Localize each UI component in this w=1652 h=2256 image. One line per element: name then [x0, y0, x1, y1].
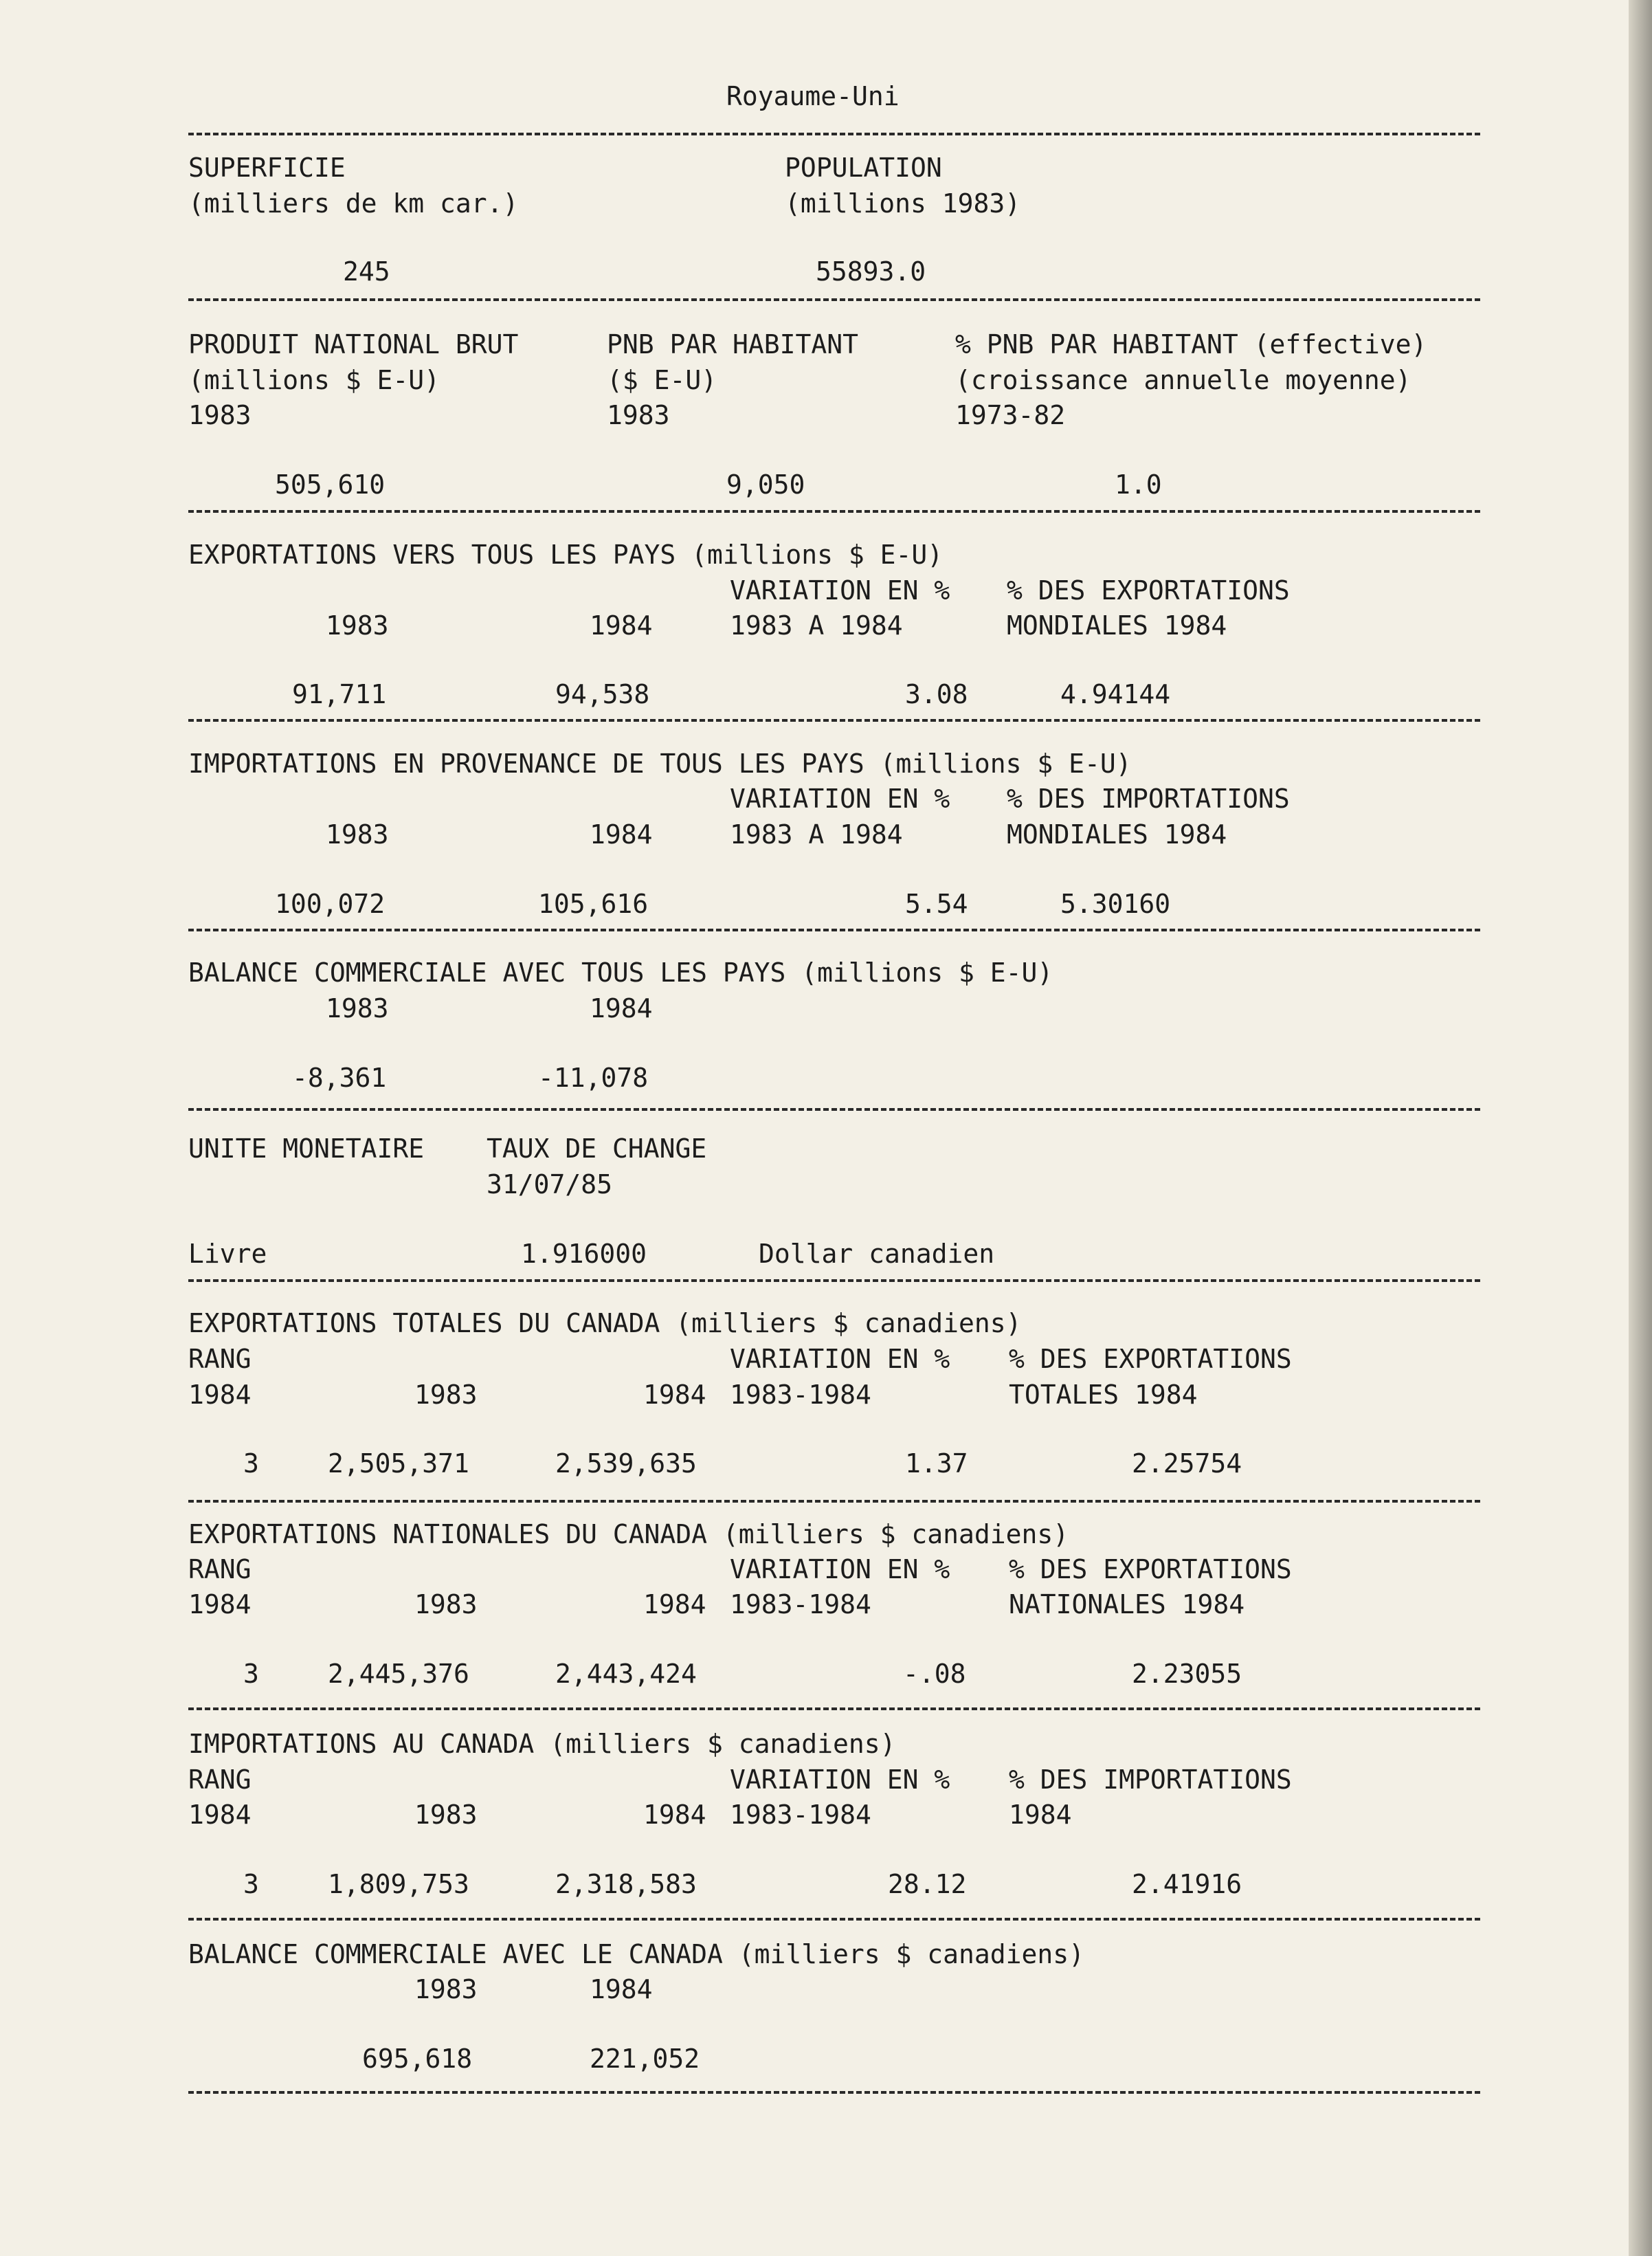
col-header: 1983 — [326, 819, 389, 850]
pnb-croissance-years: 1973-82 — [955, 400, 1066, 430]
value-cell: 2.23055 — [1132, 1659, 1242, 1689]
divider — [188, 298, 1480, 301]
superficie-unit: (milliers de km car.) — [188, 188, 519, 219]
page-title: Royaume-Uni — [726, 81, 900, 111]
pnb-habitant-unit: ($ E-U) — [607, 365, 717, 395]
col-header: 1984 — [590, 610, 653, 641]
value-cell: 3 — [243, 1448, 259, 1479]
divider — [188, 1279, 1480, 1282]
col-header: 1984 — [643, 1589, 706, 1619]
value-cell: 2.41916 — [1132, 1869, 1242, 1899]
value-cell: 2,443,424 — [555, 1659, 697, 1689]
col-header: % DES IMPORTATIONS — [1007, 784, 1290, 814]
exchange-rate: 1.916000 — [521, 1239, 647, 1269]
value-cell: 28.12 — [888, 1869, 967, 1899]
pnb-croissance-value: 1.0 — [1115, 469, 1162, 500]
value-cell: 1,809,753 — [328, 1869, 469, 1899]
section-heading: EXPORTATIONS NATIONALES DU CANADA (milliers $ canadiens) — [188, 1519, 1069, 1549]
col-header: 1984 — [188, 1589, 252, 1619]
value-cell: 1.37 — [905, 1448, 968, 1479]
pnb-habitant-year: 1983 — [607, 400, 670, 430]
value-cell: 221,052 — [590, 2044, 700, 2074]
col-header: 1983 — [414, 1380, 478, 1410]
pnb-value: 505,610 — [275, 469, 386, 500]
pnb-habitant-label: PNB PAR HABITANT — [607, 329, 859, 360]
rate-currency: Dollar canadien — [759, 1239, 995, 1269]
population-unit: (millions 1983) — [785, 188, 1021, 219]
col-header: VARIATION EN % — [730, 1554, 950, 1584]
superficie-label: SUPERFICIE — [188, 153, 346, 183]
divider — [188, 133, 1480, 135]
value-cell: 3.08 — [905, 679, 968, 709]
value-cell: 100,072 — [275, 889, 386, 919]
value-cell: 94,538 — [555, 679, 650, 709]
col-header: 1984 — [643, 1800, 706, 1830]
col-header: 1984 — [188, 1380, 252, 1410]
value-cell: 2,539,635 — [555, 1448, 697, 1479]
rate-label: TAUX DE CHANGE — [487, 1133, 707, 1164]
value-cell: 91,711 — [292, 679, 387, 709]
col-header: RANG — [188, 1765, 252, 1795]
pnb-year: 1983 — [188, 400, 252, 430]
value-cell: 2,318,583 — [555, 1869, 697, 1899]
col-header: 1983 — [326, 610, 389, 641]
col-header: MONDIALES 1984 — [1007, 819, 1227, 850]
col-header: MONDIALES 1984 — [1007, 610, 1227, 641]
rate-date: 31/07/85 — [487, 1169, 613, 1199]
value-cell: -8,361 — [292, 1063, 387, 1093]
col-header: RANG — [188, 1344, 252, 1374]
unit-label: UNITE MONETAIRE — [188, 1133, 425, 1164]
population-label: POPULATION — [785, 153, 942, 183]
section-heading: IMPORTATIONS AU CANADA (milliers $ canadiens) — [188, 1729, 896, 1759]
pnb-croissance-label: % PNB PAR HABITANT (effective) — [955, 329, 1427, 360]
col-header: % DES IMPORTATIONS — [1009, 1765, 1292, 1795]
col-header: RANG — [188, 1554, 252, 1584]
divider — [188, 1108, 1480, 1111]
col-header: 1983-1984 — [730, 1800, 871, 1830]
value-cell: 2,445,376 — [328, 1659, 469, 1689]
col-header: 1983 — [414, 1800, 478, 1830]
pnb-label: PRODUIT NATIONAL BRUT — [188, 329, 519, 360]
col-header: 1983 — [414, 1974, 478, 2004]
pnb-unit: (millions $ E-U) — [188, 365, 440, 395]
col-header: 1983 — [414, 1589, 478, 1619]
divider — [188, 510, 1480, 513]
page-edge-shadow — [1629, 0, 1652, 2256]
col-header: VARIATION EN % — [730, 784, 950, 814]
section-heading: IMPORTATIONS EN PROVENANCE DE TOUS LES PAYS (millions $ E-U) — [188, 749, 1132, 779]
divider — [188, 1707, 1480, 1710]
value-cell: 3 — [243, 1869, 259, 1899]
col-header: 1983-1984 — [730, 1589, 871, 1619]
value-cell: -11,078 — [538, 1063, 649, 1093]
divider — [188, 929, 1480, 931]
value-cell: 2,505,371 — [328, 1448, 469, 1479]
divider — [188, 1500, 1480, 1503]
col-header: 1984 — [590, 1974, 653, 2004]
value-cell: -.08 — [903, 1659, 966, 1689]
col-header: 1983 — [326, 993, 389, 1024]
superficie-value: 245 — [343, 256, 390, 287]
col-header: VARIATION EN % — [730, 1344, 950, 1374]
col-header: % DES EXPORTATIONS — [1009, 1344, 1292, 1374]
section-heading: EXPORTATIONS TOTALES DU CANADA (milliers $ canadiens) — [188, 1308, 1022, 1338]
value-cell: 695,618 — [362, 2044, 473, 2074]
value-cell: 5.54 — [905, 889, 968, 919]
col-header: 1983 A 1984 — [730, 819, 903, 850]
population-value: 55893.0 — [816, 256, 926, 287]
col-header: 1983 A 1984 — [730, 610, 903, 641]
col-header: 1984 — [590, 819, 653, 850]
divider — [188, 2091, 1480, 2094]
currency-unit: Livre — [188, 1239, 267, 1269]
col-header: 1984 — [1009, 1800, 1072, 1830]
value-cell: 105,616 — [538, 889, 649, 919]
section-heading: BALANCE COMMERCIALE AVEC TOUS LES PAYS (millions $ E-U) — [188, 958, 1053, 988]
col-header: % DES EXPORTATIONS — [1009, 1554, 1292, 1584]
col-header: 1984 — [643, 1380, 706, 1410]
col-header: % DES EXPORTATIONS — [1007, 575, 1290, 606]
section-heading: BALANCE COMMERCIALE AVEC LE CANADA (milliers $ canadiens) — [188, 1939, 1085, 1969]
value-cell: 3 — [243, 1659, 259, 1689]
col-header: TOTALES 1984 — [1009, 1380, 1198, 1410]
col-header: VARIATION EN % — [730, 575, 950, 606]
value-cell: 5.30160 — [1060, 889, 1171, 919]
divider — [188, 719, 1480, 722]
col-header: NATIONALES 1984 — [1009, 1589, 1245, 1619]
value-cell: 2.25754 — [1132, 1448, 1242, 1479]
col-header: 1983-1984 — [730, 1380, 871, 1410]
pnb-croissance-unit: (croissance annuelle moyenne) — [955, 365, 1411, 395]
divider — [188, 1918, 1480, 1921]
value-cell: 4.94144 — [1060, 679, 1171, 709]
pnb-habitant-value: 9,050 — [726, 469, 805, 500]
col-header: 1984 — [590, 993, 653, 1024]
section-heading: EXPORTATIONS VERS TOUS LES PAYS (millions $ E-U) — [188, 540, 944, 570]
col-header: 1984 — [188, 1800, 252, 1830]
col-header: VARIATION EN % — [730, 1765, 950, 1795]
